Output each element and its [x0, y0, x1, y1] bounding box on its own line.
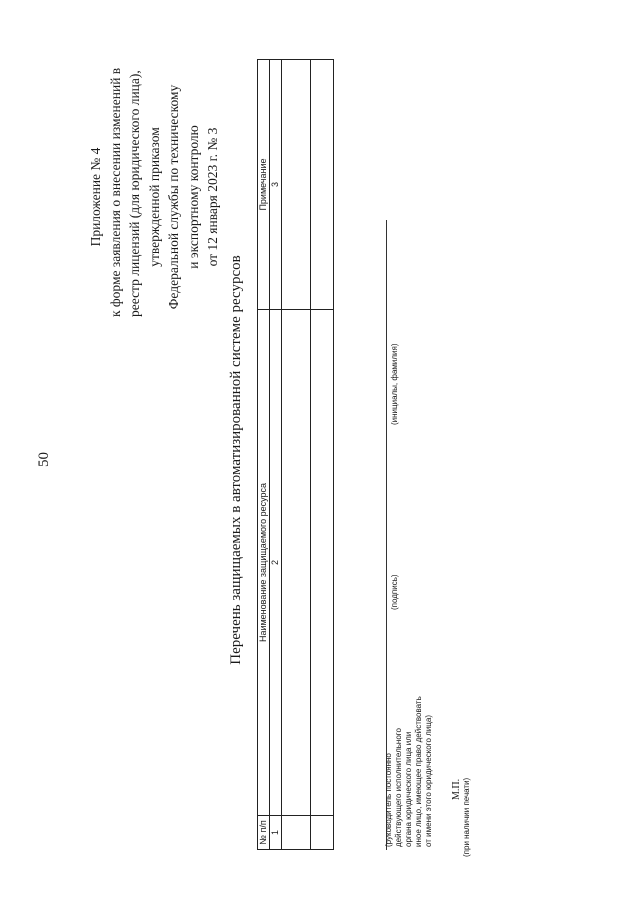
table-cell [311, 60, 334, 310]
table-cell [311, 310, 334, 816]
seal-note: (при наличии печати) [462, 777, 471, 857]
table-cell [282, 816, 311, 850]
seal-label: М.П. [451, 778, 462, 800]
header-note: Примечание [258, 60, 270, 310]
table-column-number-row [270, 60, 282, 850]
page-number: 50 [36, 452, 52, 467]
appendix-line: от 12 января 2023 г. № 3 [205, 127, 220, 267]
resources-table [257, 59, 334, 850]
table-cell [282, 60, 311, 310]
appendix-line: к форме заявления о внесении изменений в [107, 67, 123, 317]
appendix-line: Приложение № 4 [88, 147, 103, 247]
signer-line: действующего исполнительного [394, 728, 403, 847]
column-number-1: 1 [270, 816, 282, 850]
appendix-line: утвержденной приказом [146, 127, 162, 267]
header-resource-name: Наименование защищаемого ресурса [258, 310, 270, 816]
table-cell [311, 816, 334, 850]
appendix-line: Федеральной службы по техническому [166, 84, 181, 310]
signature-caption: (подпись) [390, 574, 399, 610]
table-row [311, 60, 334, 850]
table-row [282, 60, 311, 850]
column-number-3: 3 [270, 60, 282, 310]
list-title: Перечень защищаемых в автоматизированной системе ресурсов [228, 255, 244, 665]
appendix-line: и экспортному контролю [185, 125, 201, 269]
appendix-line: реестр лицензий (для юридического лица), [127, 70, 142, 317]
column-number-2: 2 [270, 310, 282, 816]
table-header-row [258, 60, 270, 850]
appendix-heading [86, 67, 223, 317]
signer-description [384, 647, 434, 847]
signer-line: от имени этого юридического лица) [424, 715, 433, 847]
signer-line: иное лицо, имеющее право действовать [414, 696, 423, 847]
table-cell [282, 310, 311, 816]
initials-caption: (инициалы, фамилия) [390, 343, 399, 425]
signer-line: органа юридического лица или [404, 731, 413, 847]
header-number: № п/п [258, 816, 270, 850]
signer-line: (руководитель постоянно [384, 753, 393, 847]
